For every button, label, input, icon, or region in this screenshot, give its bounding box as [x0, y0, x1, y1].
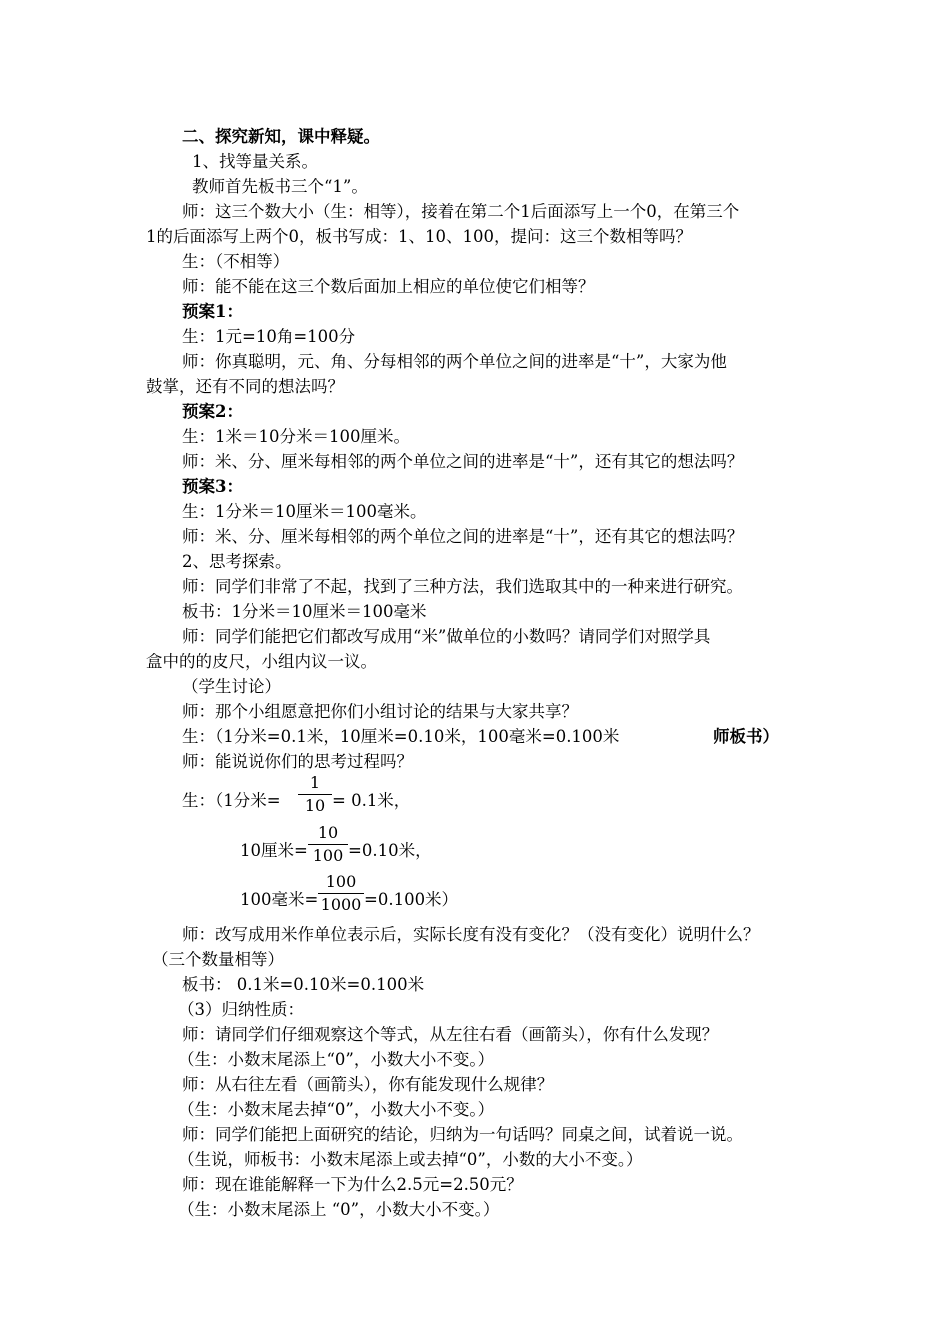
plan-heading: 预案1：: [182, 302, 243, 321]
fraction-prefix: 生：（1分米=: [182, 791, 281, 810]
fraction-denominator: 1000: [320, 895, 362, 914]
paragraph: 生：1元=10角=100分: [182, 327, 356, 346]
fraction-10-100: [308, 823, 348, 866]
fraction-prefix: 10厘米=: [240, 841, 308, 860]
paragraph: 师：米、分、厘米每相邻的两个单位之间的进率是“十”，还有其它的想法吗？: [182, 452, 744, 471]
subsection-heading: 1、找等量关系。: [192, 152, 318, 171]
fraction-1-10: [298, 773, 332, 816]
fraction-bar: [298, 794, 332, 795]
paragraph: 板书：1分米＝10厘米＝100毫米: [182, 602, 427, 621]
paragraph: 师：米、分、厘米每相邻的两个单位之间的进率是“十”，还有其它的想法吗？: [182, 527, 744, 546]
paragraph: （三个数量相等）: [152, 950, 284, 969]
paragraph: 师：现在谁能解释一下为什么2.5元=2.50元？: [182, 1175, 523, 1194]
plan-heading: 预案3：: [182, 477, 243, 496]
paragraph: 师：同学们能把它们都改写成用“米”做单位的小数吗？请同学们对照学具: [182, 627, 711, 646]
section-heading: 二、探究新知，课中释疑。: [182, 127, 380, 146]
paragraph: 生：1分米＝10厘米＝100毫米。: [182, 502, 427, 521]
plan-heading: 预案2：: [182, 402, 243, 421]
paragraph: 师：请同学们仔细观察这个等式，从左往右看（画箭头），你有什么发现？: [182, 1025, 719, 1044]
fraction-suffix: =0.10米，: [348, 841, 432, 860]
paragraph: 1的后面添写上两个0，板书写成：1、10、100，提问：这三个数相等吗？: [146, 227, 692, 246]
fraction-denominator: 100: [312, 846, 344, 865]
fraction-suffix: = 0.1米，: [332, 791, 411, 810]
paragraph: 盒中的的皮尺，小组内议一议。: [146, 652, 377, 671]
paragraph: （生：小数末尾去掉“0”，小数大小不变。）: [178, 1100, 495, 1119]
fraction-numerator: 1: [309, 773, 321, 792]
paragraph: 师：你真聪明，元、角、分每相邻的两个单位之间的进率是“十”，大家为他: [182, 352, 727, 371]
paragraph: 板书： 0.1米=0.10米=0.100米: [182, 975, 425, 994]
paragraph: 师：能不能在这三个数后面加上相应的单位使它们相等？: [182, 277, 595, 296]
fraction-prefix: 100毫米=: [240, 890, 319, 909]
paragraph: 生：（1分米=0.1米，10厘米=0.10米，100毫米=0.100米: [182, 727, 620, 746]
fraction-denominator: 10: [304, 796, 326, 815]
fraction-bar: [308, 844, 348, 845]
paragraph: 鼓掌，还有不同的想法吗？: [146, 377, 344, 396]
fraction-numerator: 10: [317, 823, 339, 842]
teacher-board-note: 师板书）: [713, 727, 779, 746]
fraction-bar: [318, 893, 364, 894]
paragraph: 师：能说说你们的思考过程吗？: [182, 752, 413, 771]
subsection-heading: （3）归纳性质：: [178, 1000, 304, 1019]
paragraph: 师：从右往左看（画箭头），你有能发现什么规律？: [182, 1075, 554, 1094]
paragraph: （生：小数末尾添上“0”，小数大小不变。）: [178, 1050, 495, 1069]
fraction-suffix: =0.100米）: [364, 890, 459, 909]
paragraph: 师：这三个数大小（生：相等），接着在第二个1后面添写上一个0，在第三个: [182, 202, 740, 221]
paragraph: （学生讨论）: [182, 677, 281, 696]
paragraph: （生：小数末尾添上 “0”，小数大小不变。）: [178, 1200, 500, 1219]
paragraph: 师：那个小组愿意把你们小组讨论的结果与大家共享？: [182, 702, 578, 721]
fraction-numerator: 100: [325, 872, 357, 891]
paragraph: 师：同学们非常了不起，找到了三种方法，我们选取其中的一种来进行研究。: [182, 577, 743, 596]
paragraph: 师：同学们能把上面研究的结论，归纳为一句话吗？同桌之间，试着说一说。: [182, 1125, 743, 1144]
paragraph: 师：改写成用米作单位表示后，实际长度有没有变化？（没有变化）说明什么？: [182, 925, 760, 944]
paragraph: 生：（不相等）: [182, 252, 290, 271]
subsection-heading: 2、思考探索。: [182, 552, 292, 571]
paragraph: （生说，师板书：小数末尾添上或去掉“0”，小数的大小不变。）: [178, 1150, 643, 1169]
fraction-100-1000: [318, 872, 364, 915]
paragraph: 教师首先板书三个“1”。: [192, 177, 368, 196]
paragraph: 生：1米＝10分米＝100厘米。: [182, 427, 410, 446]
